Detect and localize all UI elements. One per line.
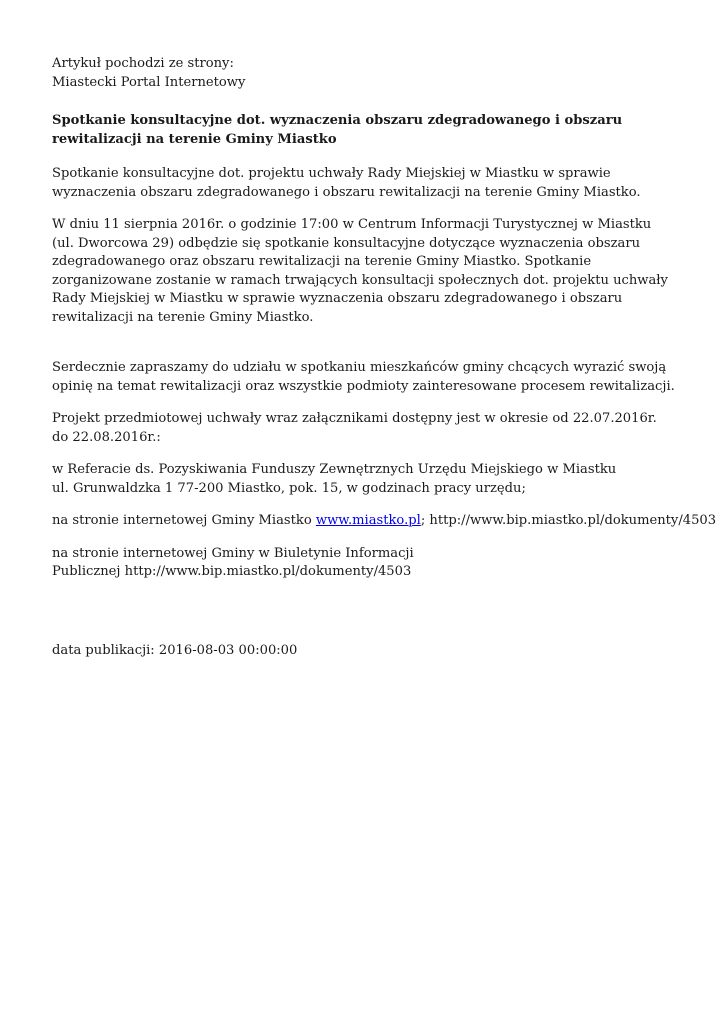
website-suffix: ; http://www.bip.miastko.pl/dokumenty/4503 <box>420 513 717 528</box>
article-lead: Spotkanie konsultacyjne dot. projektu uchwały Rady Miejskiej w Miastku w sprawie wyznaczenia obszaru zdegradowanego i obszaru rewitalizacji na terenie Gminy Miastko. <box>52 166 641 200</box>
source-info <box>52 55 677 92</box>
website-prefix: na stronie internetowej Gminy Miastko <box>52 513 316 528</box>
source-label: Artykuł pochodzi ze strony: <box>52 56 234 71</box>
office-line-2: ul. Grunwaldzka 1 77-200 Miastko, pok. 15, w godzinach pracy urzędu; <box>52 480 526 496</box>
article-paragraph-bip <box>52 545 677 582</box>
bip-line-1: na stronie internetowej Gminy w Biuletynie Informacji <box>52 545 414 561</box>
miastko-website-link[interactable]: www.miastko.pl <box>315 513 421 528</box>
publication-date: data publikacji: 2016-08-03 00:00:00 <box>52 642 298 658</box>
article-paragraph-website <box>52 512 717 531</box>
paragraph-spacer <box>52 341 677 359</box>
bip-line-2: Publicznej http://www.bip.miastko.pl/dokumenty/4503 <box>52 564 412 579</box>
article-paragraph-invitation: Serdecznie zapraszamy do udziału w spotkaniu mieszkańców gminy chcących wyrazić swoją opinię na temat rewitalizacji oraz wszystkie podmioty zainteresowane procesem rewitalizacji. <box>52 360 675 394</box>
source-site-name: Miastecki Portal Internetowy <box>52 74 246 90</box>
article-paragraph-availability: Projekt przedmiotowej uchwały wraz załącznikami dostępny jest w okresie od 22.07.2016r. do 22.08.2016r.: <box>52 411 657 445</box>
office-line-1: w Referacie ds. Pozyskiwania Funduszy Zewnętrznych Urzędu Miejskiego w Miastku <box>52 462 617 477</box>
publication-spacer <box>52 596 677 642</box>
article-paragraph-office <box>52 461 677 498</box>
article-title: Spotkanie konsultacyjne dot. wyznaczenia obszaru zdegradowanego i obszaru rewitalizacji na terenie Gminy Miastko <box>52 113 623 147</box>
document-page <box>52 55 717 674</box>
article-paragraph-meeting: W dniu 11 sierpnia 2016r. o godzinie 17:00 w Centrum Informacji Turystycznej w Miastku (ul. Dworcowa 29) odbędzie się spotkanie konsultacyjne dotyczące wyznaczenia obszaru zdegradowanego oraz obszaru rewitalizacji na terenie Gminy Miastko. Spotkanie zorganizowane zostanie w ramach trwających konsultacji społecznych dot. projektu uchwały Rady Miejskiej w Miastku w sprawie wyznaczenia obszaru zdegradowanego i obszaru rewitalizacji na terenie Gminy Miastko. <box>52 217 668 325</box>
